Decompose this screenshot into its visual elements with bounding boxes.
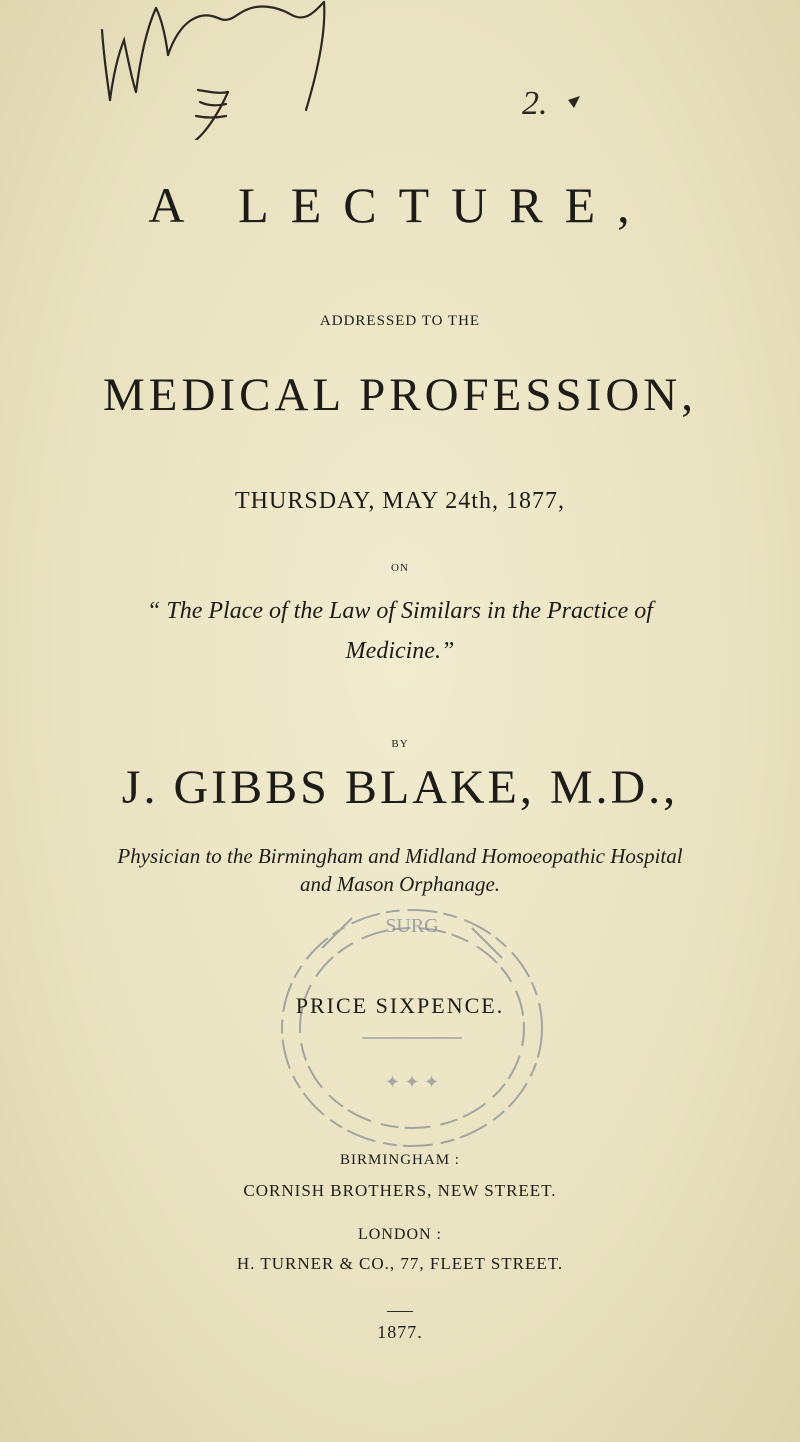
- medical-profession-heading: MEDICAL PROFESSION,: [103, 369, 697, 421]
- by-label: BY: [391, 738, 409, 750]
- author-affiliation-2: and Mason Orphanage.: [299, 872, 501, 896]
- svg-text:2.: 2.: [522, 85, 548, 122]
- publisher-place-1: BIRMINGHAM :: [340, 1152, 460, 1168]
- handwritten-annotation: [80, 0, 720, 140]
- subject-line-2: Medicine.”: [345, 638, 455, 664]
- price-line: PRICE SIXPENCE.: [295, 993, 505, 1018]
- publisher-printer-2: H. TURNER & CO., 77, FLEET STREET.: [236, 1254, 564, 1273]
- on-label: ON: [391, 562, 409, 574]
- svg-text:✦ ✦ ✦: ✦ ✦ ✦: [384, 1072, 440, 1092]
- publication-year: 1877.: [377, 1322, 423, 1342]
- library-stamp: [262, 888, 562, 1158]
- lecture-date: THURSDAY, MAY 24th, 1877,: [235, 488, 565, 514]
- divider-rule: [387, 1311, 413, 1312]
- subject-line-1: “ The Place of the Law of Similars in the Practice of: [147, 598, 653, 624]
- author-affiliation-1: Physician to the Birmingham and Midland Homoeopathic Hospital: [117, 844, 683, 868]
- addressed-line: ADDRESSED TO THE: [319, 313, 481, 329]
- lecture-title: A LECTURE,: [148, 177, 652, 233]
- svg-text:SURG: SURG: [385, 915, 439, 937]
- author-name: J. GIBBS BLAKE, M.D.,: [121, 761, 679, 814]
- publisher-printer-1: CORNISH BROTHERS, NEW STREET.: [243, 1181, 557, 1200]
- publisher-place-2: LONDON :: [358, 1226, 442, 1243]
